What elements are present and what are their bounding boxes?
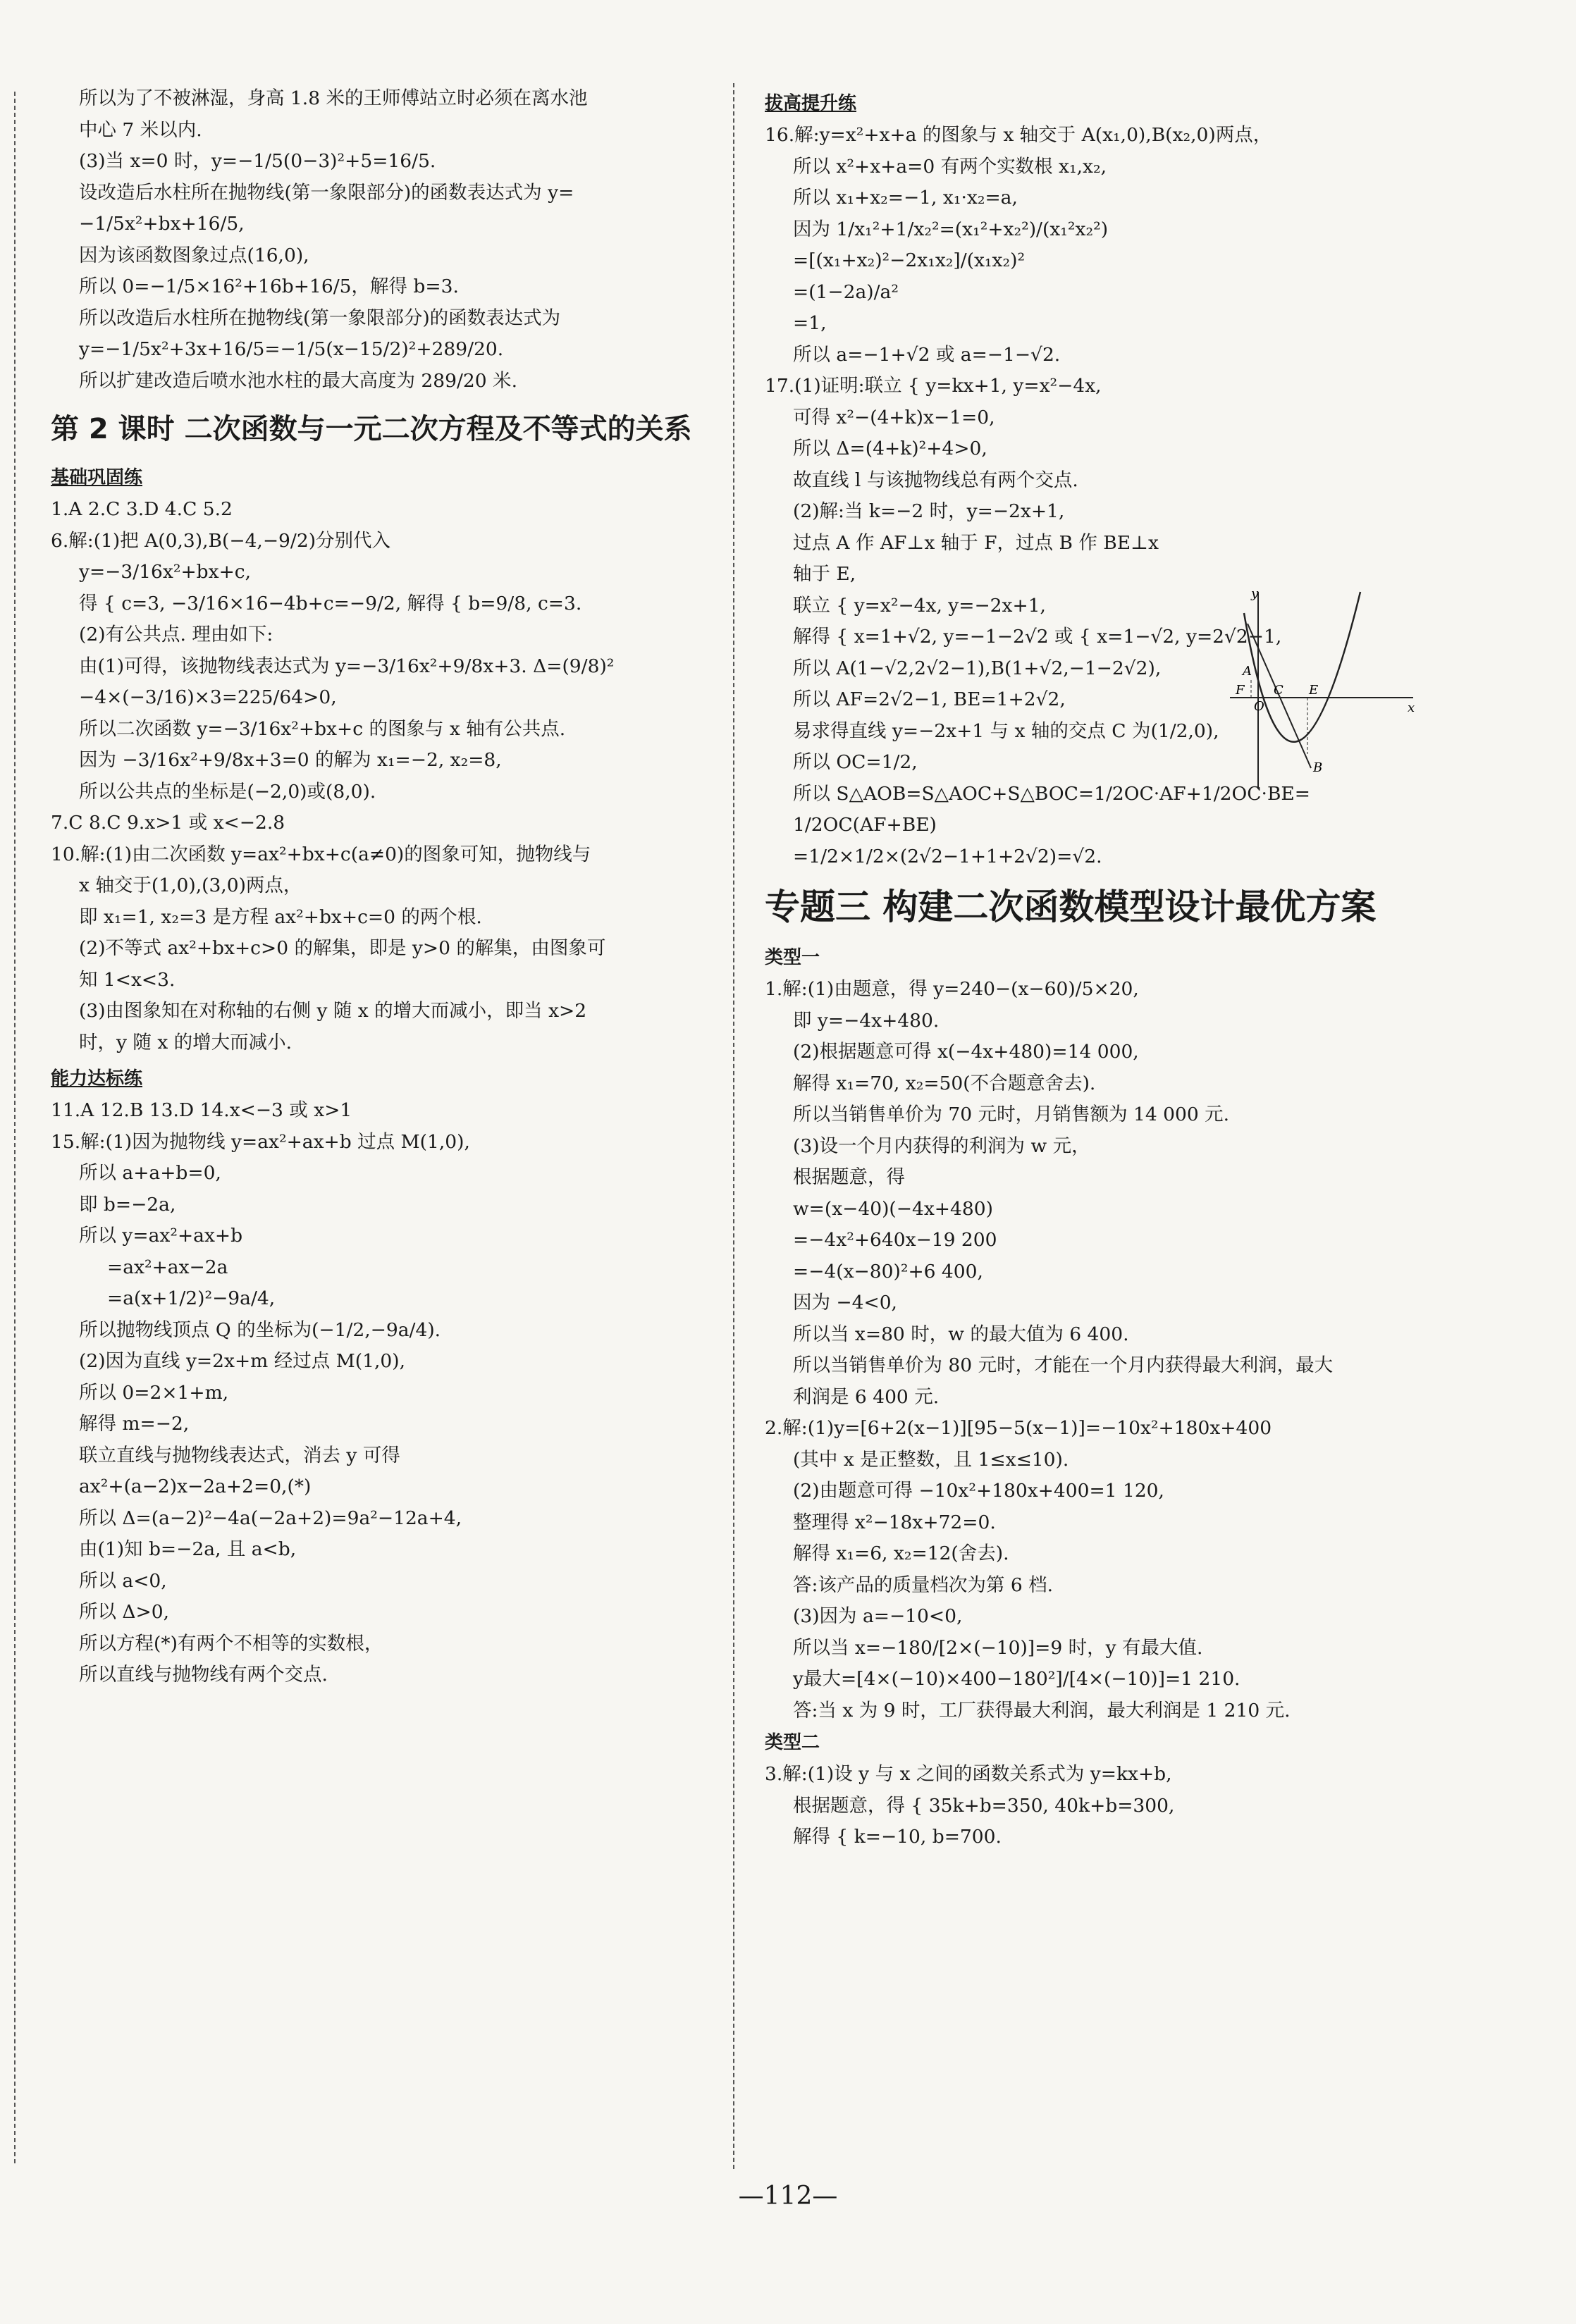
answer-line: =[(x₁+x₂)²−2x₁x₂]/(x₁x₂)² — [793, 249, 1026, 271]
answer-line: 所以 A(1−√2,2√2−1),B(1+√2,−1−2√2), — [793, 657, 1162, 679]
answer-line: (2)不等式 ax²+bx+c>0 的解集，即是 y>0 的解集，由图象可 — [79, 937, 606, 959]
section-label: 拔高提升练 — [765, 93, 857, 114]
answer-line: =(1−2a)/a² — [793, 280, 899, 303]
column-divider — [733, 83, 734, 2169]
answer-line: 所以 x₁+x₂=−1, x₁·x₂=a, — [793, 187, 1018, 209]
page-number: —112— — [738, 2182, 838, 2211]
answer-line: 所以当销售单价为 80 元时，才能在一个月内获得最大利润，最大 — [793, 1354, 1334, 1376]
answer-line: 利润是 6 400 元. — [793, 1385, 940, 1408]
parabola-curve — [1244, 592, 1360, 742]
answer-line: y最大=[4×(−10)×400−180²]/[4×(−10)]=1 210. — [793, 1668, 1241, 1690]
answer-line: 所以二次函数 y=−3/16x²+bx+c 的图象与 x 轴有公共点. — [79, 717, 566, 740]
answer-line: 所以 Δ=(a−2)²−4a(−2a+2)=9a²−12a+4, — [79, 1507, 462, 1529]
left-column — [51, 83, 713, 1691]
answer-line: (3)设一个月内获得的利润为 w 元， — [793, 1135, 1090, 1157]
answer-line: 因为 −4<0, — [793, 1292, 897, 1314]
answer-line: 过点 A 作 AF⊥x 轴于 F，过点 B 作 BE⊥x — [793, 531, 1159, 554]
answer-line: 联立 { y=x²−4x, y=−2x+1, — [793, 594, 1046, 617]
answer-line: y=−1/5x²+3x+16/5=−1/5(x−15/2)²+289/20. — [79, 338, 504, 360]
section-heading: 第 2 课时 二次函数与一元二次方程及不等式的关系 — [51, 413, 692, 445]
answer-line: 6.解:(1)把 A(0,3),B(−4,−9/2)分别代入 — [51, 529, 391, 552]
answer-line: 解得 { x=1+√2, y=−1−2√2 或 { x=1−√2, y=2√2−1, — [793, 626, 1282, 648]
answer-line: 所以直线与抛物线有两个交点. — [79, 1664, 328, 1686]
section-label: 类型二 — [765, 1732, 820, 1753]
answer-line: 7.C 8.C 9.x>1 或 x<−2.8 — [51, 812, 285, 834]
answer-line: 1.A 2.C 3.D 4.C 5.2 — [51, 498, 233, 520]
answer-line: x 轴交于(1,0),(3,0)两点， — [79, 874, 302, 896]
answer-line: (其中 x 是正整数，且 1≤x≤10). — [793, 1448, 1069, 1471]
answer-line: 解得 x₁=6, x₂=12(舍去). — [793, 1543, 1009, 1564]
answer-line: 所以改造后水柱所在抛物线(第一象限部分)的函数表达式为 — [79, 307, 561, 329]
answer-line: 所以公共点的坐标是(−2,0)或(8,0). — [79, 780, 376, 803]
answer-line: (2)由题意可得 −10x²+180x+400=1 120, — [793, 1480, 1164, 1502]
answer-line: 1.解:(1)由题意，得 y=240−(x−60)/5×20, — [765, 978, 1139, 1000]
answer-line: 联立直线与抛物线表达式，消去 y 可得 — [79, 1444, 400, 1466]
answer-line: 即 y=−4x+480. — [793, 1009, 940, 1032]
answer-line: 由(1)可得，该抛物线表达式为 y=−3/16x²+9/8x+3. Δ=(9/8)² — [79, 655, 615, 677]
x-axis-label: x — [1408, 700, 1415, 715]
answer-line: 答:该产品的质量档次为第 6 档. — [793, 1574, 1054, 1596]
answer-line: 3.解:(1)设 y 与 x 之间的函数关系式为 y=kx+b, — [765, 1763, 1172, 1785]
answer-line: 所以 a=−1+√2 或 a=−1−√2. — [793, 343, 1061, 366]
parabola-line-graph — [1223, 585, 1420, 796]
answer-line: 轴于 E, — [793, 563, 856, 585]
answer-line: 所以 0=−1/5×16²+16b+16/5，解得 b=3. — [79, 276, 459, 297]
answer-line: 即 x₁=1, x₂=3 是方程 ax²+bx+c=0 的两个根. — [79, 906, 482, 928]
answer-line: =−4x²+640x−19 200 — [793, 1229, 997, 1251]
answer-line: 所以当 x=80 时，w 的最大值为 6 400. — [793, 1323, 1129, 1345]
answer-line: 因为 1/x₁²+1/x₂²=(x₁²+x₂²)/(x₁²x₂²) — [793, 218, 1109, 240]
answer-line: 15.解:(1)因为抛物线 y=ax²+ax+b 过点 M(1,0), — [51, 1130, 470, 1153]
answer-line: 所以 S△AOB=S△AOC+S△BOC=1/2OC·AF+1/2OC·BE= — [793, 782, 1310, 805]
answer-line: 易求得直线 y=−2x+1 与 x 轴的交点 C 为(1/2,0), — [793, 719, 1219, 742]
origin-label: O — [1254, 699, 1264, 714]
point-b-label: B — [1313, 760, 1323, 775]
answer-line: 中心 7 米以内. — [79, 118, 202, 141]
answer-line: 10.解:(1)由二次函数 y=ax²+bx+c(a≠0)的图象可知，抛物线与 — [51, 843, 591, 865]
answer-line: 时，y 随 x 的增大而减小. — [79, 1031, 293, 1053]
answer-line: 所以扩建改造后喷水池水柱的最大高度为 289/20 米. — [79, 369, 517, 392]
section-heading: 专题三 构建二次函数模型设计最优方案 — [765, 886, 1377, 927]
answer-line: =−4(x−80)²+6 400, — [793, 1260, 983, 1282]
answer-line: 解得 { k=−10, b=700. — [793, 1826, 1002, 1848]
y-axis-label: y — [1251, 586, 1259, 601]
answer-line: 所以为了不被淋湿，身高 1.8 米的王师傅站立时必须在离水池 — [79, 87, 588, 109]
answer-line: 所以 Δ>0, — [79, 1601, 170, 1623]
answer-line: (3)由图象知在对称轴的右侧 y 随 x 的增大而减小，即当 x>2 — [79, 1000, 587, 1022]
answer-line: (2)有公共点. 理由如下: — [79, 624, 273, 645]
answer-line: 即 b=−2a, — [79, 1193, 176, 1216]
answer-line: 所以 AF=2√2−1, BE=1+2√2, — [793, 688, 1066, 710]
answer-line: 11.A 12.B 13.D 14.x<−3 或 x>1 — [51, 1099, 352, 1121]
answer-line: 答:当 x 为 9 时，工厂获得最大利润，最大利润是 1 210 元. — [793, 1699, 1291, 1722]
answer-line: 因为 −3/16x²+9/8x+3=0 的解为 x₁=−2, x₂=8, — [79, 749, 502, 771]
answer-line: 因为该函数图象过点(16,0), — [79, 244, 309, 266]
point-f-label: F — [1236, 683, 1245, 698]
answer-line: (2)根据题意可得 x(−4x+480)=14 000, — [793, 1041, 1139, 1063]
answer-line: 2.解:(1)y=[6+2(x−1)][95−5(x−1)]=−10x²+180x+400 — [765, 1417, 1272, 1439]
answer-line: =1/2×1/2×(2√2−1+1+2√2)=√2. — [793, 845, 1102, 867]
point-e-label: E — [1309, 683, 1319, 698]
answer-line: −4×(−3/16)×3=225/64>0, — [79, 686, 337, 708]
answer-line: w=(x−40)(−4x+480) — [793, 1197, 993, 1220]
answer-line: (3)因为 a=−10<0, — [793, 1605, 963, 1627]
answer-line: =1, — [793, 312, 827, 334]
answer-line: 所以 y=ax²+ax+b — [79, 1225, 243, 1247]
answer-line: 所以 a+a+b=0, — [79, 1162, 221, 1184]
answer-line: 所以当销售单价为 70 元时，月销售额为 14 000 元. — [793, 1104, 1230, 1125]
answer-line: 所以 Δ=(4+k)²+4>0, — [793, 438, 987, 459]
answer-line: 解得 m=−2, — [79, 1413, 190, 1435]
answer-line: 所以抛物线顶点 Q 的坐标为(−1/2,−9a/4). — [79, 1318, 441, 1341]
answer-line: −1/5x²+bx+16/5, — [79, 213, 245, 235]
point-c-label: C — [1274, 683, 1283, 698]
answer-line: 得 { c=3, −3/16×16−4b+c=−9/2, 解得 { b=9/8, c=3. — [79, 592, 582, 614]
answer-line: 17.(1)证明:联立 { y=kx+1, y=x²−4x, — [765, 375, 1102, 397]
answer-line: (2)解:当 k=−2 时，y=−2x+1, — [793, 500, 1065, 522]
section-label: 类型一 — [765, 947, 820, 968]
answer-line: 所以方程(*)有两个不相等的实数根， — [79, 1632, 383, 1655]
answer-line: 1/2OC(AF+BE) — [793, 814, 937, 836]
answer-line: 设改造后水柱所在抛物线(第一象限部分)的函数表达式为 y= — [79, 181, 574, 204]
answer-line: 16.解:y=x²+x+a 的图象与 x 轴交于 A(x₁,0),B(x₂,0)两点， — [765, 124, 1272, 146]
answer-line: 所以当 x=−180/[2×(−10)]=9 时，y 有最大值. — [793, 1636, 1203, 1659]
right-column — [765, 83, 1434, 1853]
answer-line: 整理得 x²−18x+72=0. — [793, 1511, 996, 1533]
answer-line: 根据题意，得 — [793, 1166, 905, 1188]
answer-line: (3)当 x=0 时，y=−1/5(0−3)²+5=16/5. — [79, 150, 436, 172]
answer-line: 根据题意，得 { 35k+b=350, 40k+b=300, — [793, 1794, 1175, 1817]
answer-line: 所以 a<0, — [79, 1569, 167, 1592]
left-margin-rule — [14, 92, 16, 2163]
section-label: 能力达标练 — [51, 1068, 143, 1089]
point-a-label: A — [1243, 664, 1252, 679]
answer-line: 所以 0=2×1+m, — [79, 1381, 229, 1404]
answer-line: 可得 x²−(4+k)x−1=0, — [793, 406, 995, 428]
answer-line: =a(x+1/2)²−9a/4, — [107, 1287, 276, 1309]
answer-line: 由(1)知 b=−2a, 且 a<b, — [79, 1538, 297, 1560]
answer-line: (2)因为直线 y=2x+m 经过点 M(1,0), — [79, 1350, 405, 1372]
answer-line: y=−3/16x²+bx+c, — [79, 561, 252, 583]
answer-line: ax²+(a−2)x−2a+2=0,(*) — [79, 1476, 312, 1497]
answer-line: 故直线 l 与该抛物线总有两个交点. — [793, 469, 1078, 491]
answer-line: 知 1<x<3. — [79, 968, 176, 991]
section-label: 基础巩固练 — [51, 467, 143, 488]
answer-line: =ax²+ax−2a — [107, 1256, 228, 1278]
answer-line: 解得 x₁=70, x₂=50(不合题意舍去). — [793, 1072, 1096, 1094]
answer-line: 所以 x²+x+a=0 有两个实数根 x₁,x₂, — [793, 155, 1107, 178]
answer-line: 所以 OC=1/2, — [793, 751, 918, 773]
